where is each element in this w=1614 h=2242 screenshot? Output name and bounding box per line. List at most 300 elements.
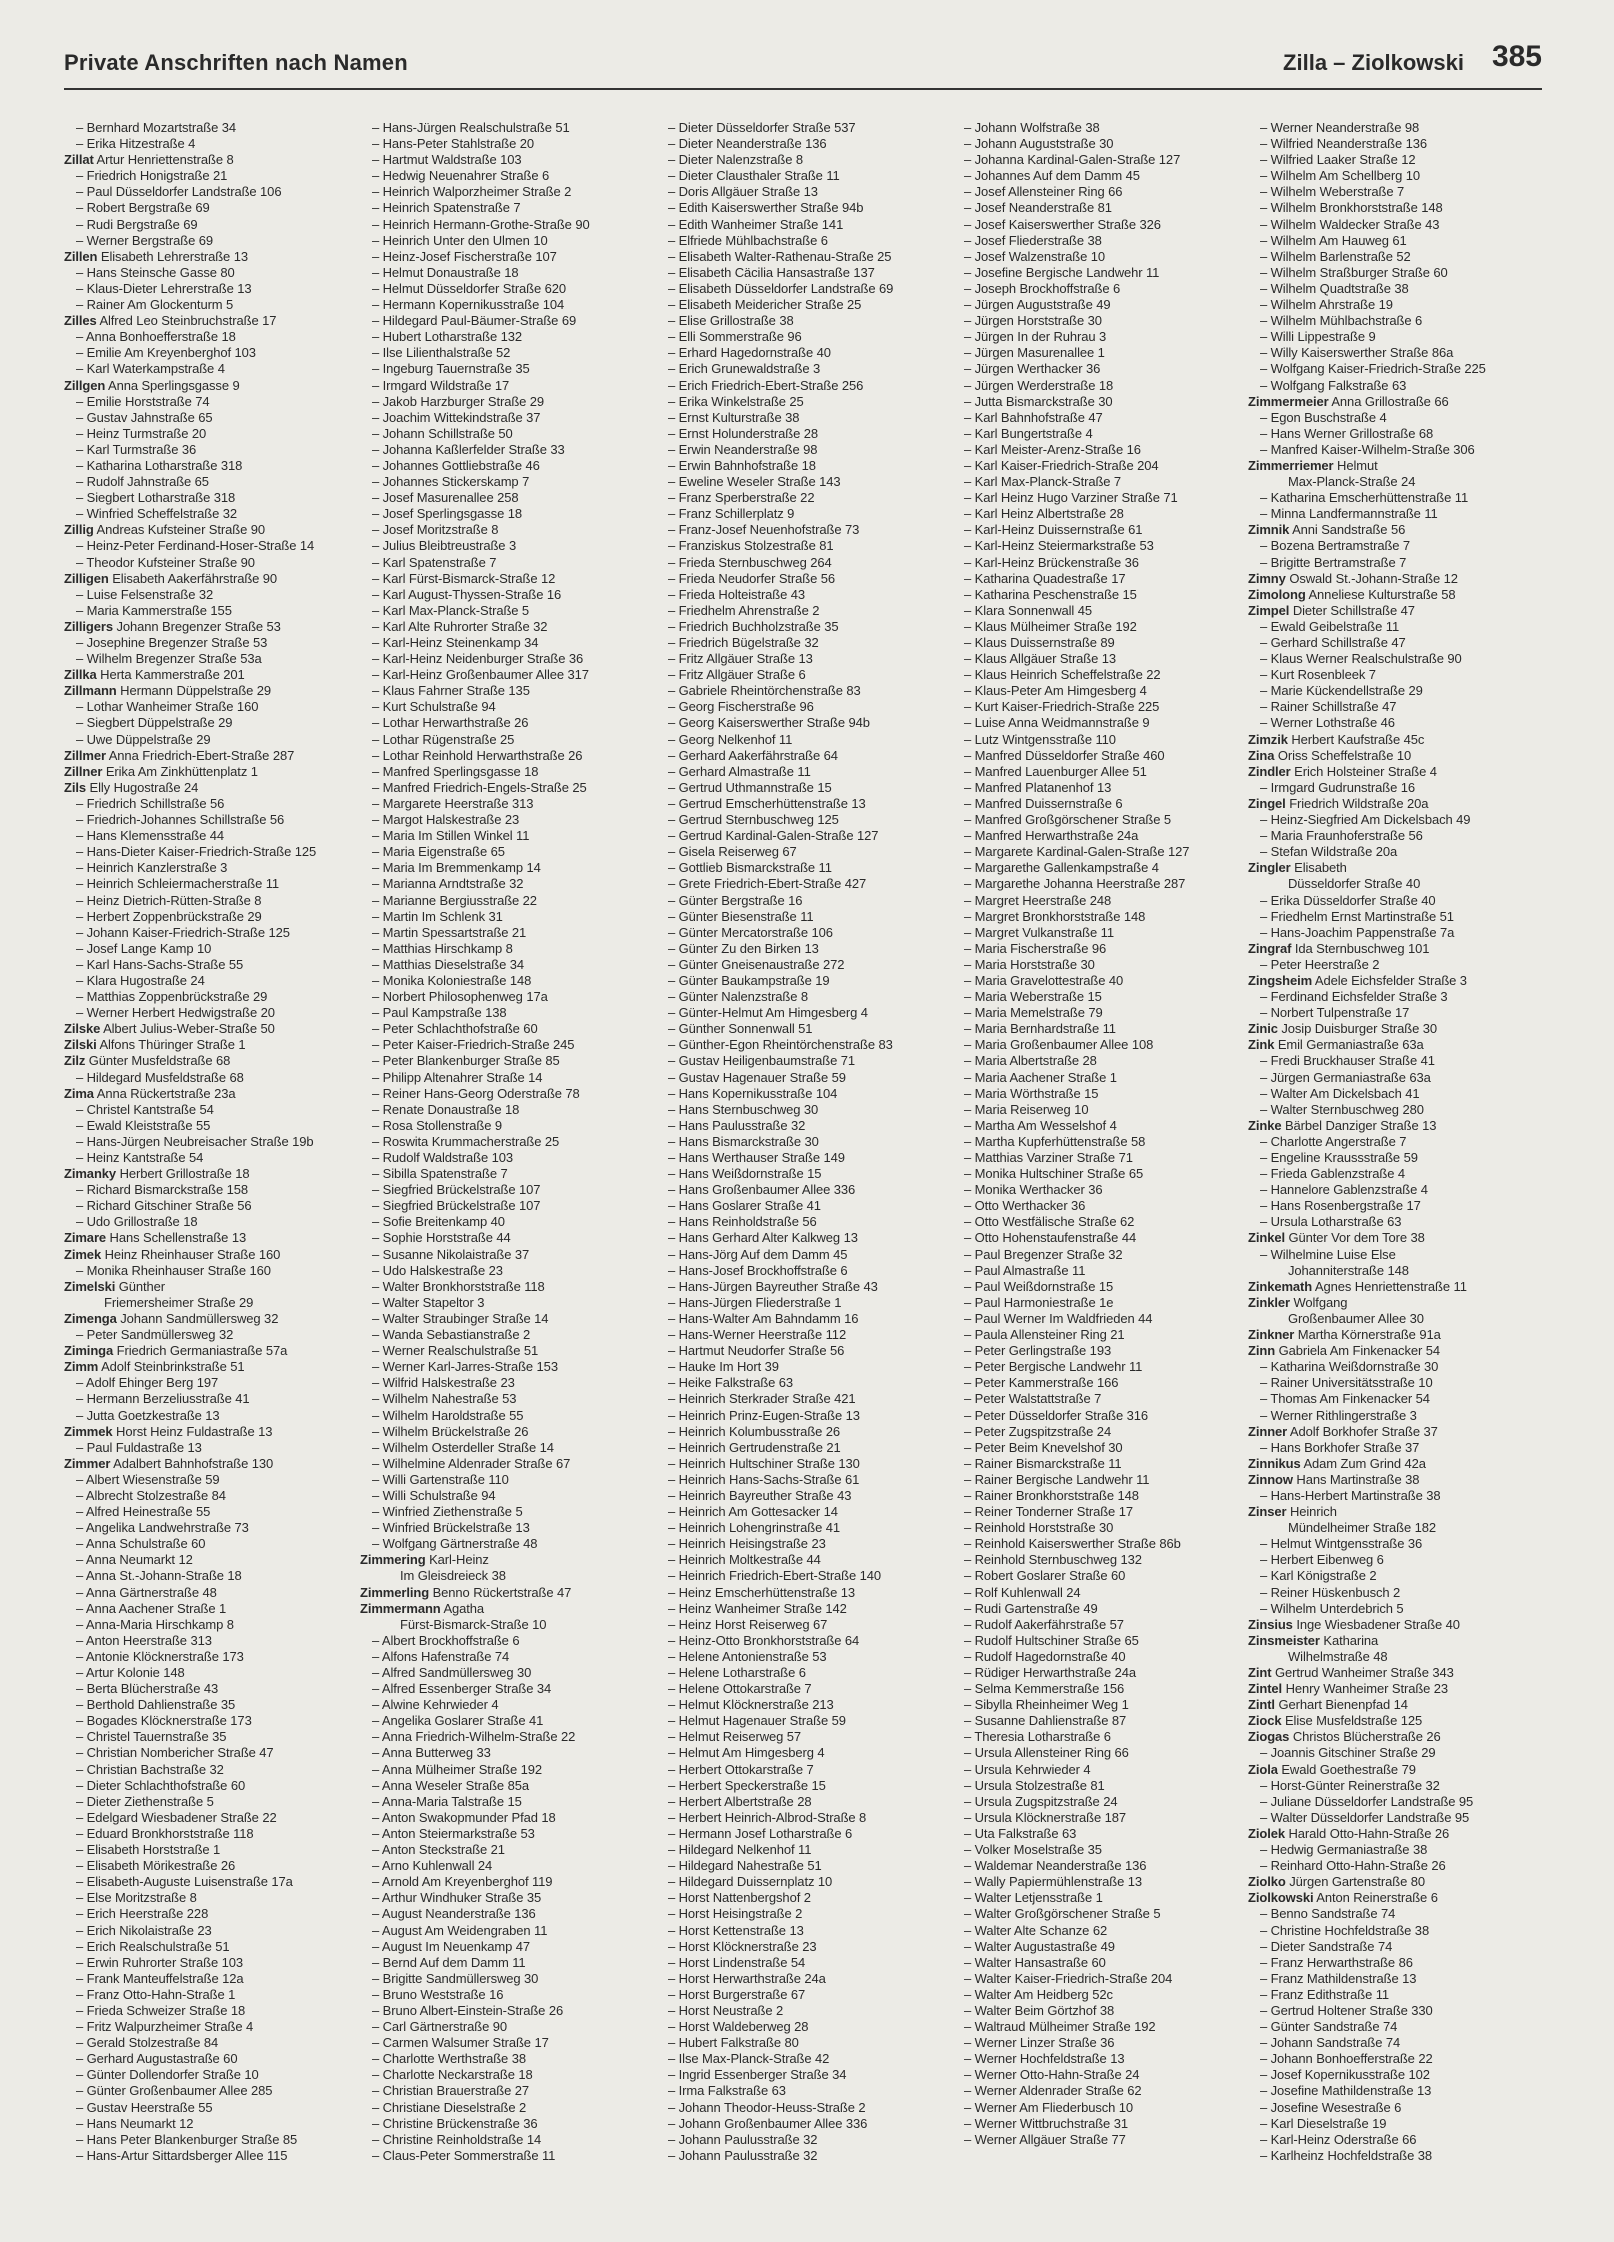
directory-entry — [952, 1021, 1248, 1037]
entry-text: – Gertrud Kardinal-Galen-Straße 127 — [668, 828, 879, 844]
entry-text: – Gerhard Aakerfährstraße 64 — [668, 747, 838, 763]
directory-entry — [64, 1713, 360, 1729]
directory-entry — [656, 780, 952, 796]
directory-entry — [1248, 1794, 1544, 1810]
entry-text: – Maria Fischerstraße 96 — [964, 940, 1107, 956]
directory-entry — [1248, 538, 1544, 554]
directory-entry — [656, 989, 952, 1005]
surname: Zingraf — [1248, 940, 1292, 956]
entry-text: Ewald Goethestraße 79 — [1281, 1761, 1416, 1777]
entry-text: Günter Vor dem Tore 38 — [1288, 1230, 1425, 1246]
entry-text: – Karl Alte Ruhrorter Straße 32 — [372, 618, 548, 634]
entry-text: – Jürgen In der Ruhrau 3 — [964, 329, 1107, 345]
directory-entry — [1248, 667, 1544, 683]
entry-text: – Christine Reinholdstraße 14 — [372, 2131, 542, 2147]
directory-entry — [1248, 1874, 1544, 1890]
directory-entry — [656, 200, 952, 216]
surname: Zillgen — [64, 377, 106, 393]
directory-entry — [952, 667, 1248, 683]
entry-text: – Friedrich Schillstraße 56 — [76, 795, 225, 811]
directory-entry — [64, 1037, 360, 1053]
directory-entry — [64, 1923, 360, 1939]
directory-entry — [952, 1070, 1248, 1086]
surname: Zillka — [64, 667, 97, 683]
entry-text: – Karl Turmstraße 36 — [76, 441, 197, 457]
entry-text: – Georg Fischerstraße 96 — [668, 699, 814, 715]
entry-text: – Karl Bungertstraße 4 — [964, 425, 1093, 441]
entry-text: – Wilhelm Unterdebrich 5 — [1260, 1600, 1404, 1616]
entry-text: – Sibilla Spatenstraße 7 — [372, 1166, 508, 1182]
directory-entry — [1248, 1247, 1544, 1263]
surname: Zimmerriemer — [1248, 457, 1334, 473]
directory-entry — [952, 2019, 1248, 2035]
directory-entry — [360, 233, 656, 249]
directory-entry — [656, 828, 952, 844]
directory-entry — [64, 1601, 360, 1617]
entry-text: – Erika Düsseldorfer Straße 40 — [1260, 892, 1436, 908]
entry-text: – Werner Allgäuer Straße 77 — [964, 2131, 1126, 2147]
directory-entry — [1248, 1826, 1544, 1842]
entry-text: – Elisabeth Düsseldorfer Landstraße 69 — [668, 280, 894, 296]
directory-entry — [64, 2051, 360, 2067]
entry-text: – Anton Swakopmunder Pfad 18 — [372, 1809, 556, 1825]
entry-text: – Frieda Neudorfer Straße 56 — [668, 570, 836, 586]
entry-text: – Helmut Wintgensstraße 36 — [1260, 1536, 1423, 1552]
entry-text: – Heinrich Moltkestraße 44 — [668, 1552, 821, 1568]
directory-entry — [64, 1955, 360, 1971]
directory-entry — [64, 313, 360, 329]
directory-entry — [360, 748, 656, 764]
entry-text: – Siegfried Brückelstraße 107 — [372, 1182, 541, 1198]
directory-entry — [360, 1456, 656, 1472]
directory-entry — [64, 1826, 360, 1842]
directory-entry — [64, 2116, 360, 2132]
directory-entry — [952, 941, 1248, 957]
entry-text: – Willi Schulstraße 94 — [372, 1487, 496, 1503]
directory-entry — [656, 2148, 952, 2164]
surname: Zilligers — [64, 618, 113, 634]
directory-entry — [360, 2148, 656, 2164]
entry-text: – Wilhelm Am Hauweg 61 — [1260, 232, 1407, 248]
directory-entry — [656, 442, 952, 458]
entry-text: – Katharina Quadestraße 17 — [964, 570, 1126, 586]
directory-entry — [360, 200, 656, 216]
directory-entry — [64, 651, 360, 667]
entry-text: – Rudolf Hagedornstraße 40 — [964, 1648, 1126, 1664]
directory-entry — [952, 925, 1248, 941]
entry-text: – Karl-Heinz Oderstraße 66 — [1260, 2131, 1417, 2147]
entry-text: – Margret Bronkhorststraße 148 — [964, 908, 1146, 924]
entry-text: – Alwine Kehrwieder 4 — [372, 1697, 499, 1713]
directory-entry — [64, 1488, 360, 1504]
directory-entry — [952, 1568, 1248, 1584]
entry-text: Herbert Grillostraße 18 — [119, 1166, 250, 1182]
directory-entry — [360, 2019, 656, 2035]
entry-text: – Rudolf Waldstraße 103 — [372, 1150, 514, 1165]
directory-entry — [1248, 1713, 1544, 1729]
entry-text: – Hubert Falkstraße 80 — [668, 2035, 799, 2051]
name-range: Zilla – Ziolkowski — [1283, 50, 1464, 75]
directory-entry — [952, 1408, 1248, 1424]
entry-text: – Norbert Tulpenstraße 17 — [1260, 1005, 1410, 1021]
directory-entry — [952, 1118, 1248, 1134]
directory-entry — [1248, 506, 1544, 522]
entry-text: – Wilhelmine Luise Else — [1260, 1246, 1396, 1262]
directory-entry — [656, 1987, 952, 2003]
entry-text: – Christian Bachstraße 32 — [76, 1761, 224, 1777]
entry-text: Anni Sandstraße 56 — [1292, 522, 1406, 538]
entry-text: Elisabeth Aakerfährstraße 90 — [112, 570, 278, 586]
entry-text: – Franz Sperberstraße 22 — [668, 490, 815, 506]
directory-entry — [656, 1440, 952, 1456]
directory-entry — [656, 715, 952, 731]
entry-text: – Hans Paulusstraße 32 — [668, 1117, 806, 1133]
entry-text: – Walter Letjensstraße 1 — [964, 1890, 1103, 1906]
surname: Zimmermann — [360, 1600, 441, 1616]
directory-entry — [64, 973, 360, 989]
directory-entry — [656, 1263, 952, 1279]
entry-text: Helmut — [1337, 457, 1378, 473]
directory-entry — [64, 893, 360, 909]
entry-text: – Heinrich Hans-Sachs-Straße 61 — [668, 1471, 860, 1487]
entry-text: Karl-Heinz — [429, 1552, 489, 1568]
entry-text: – Josef Walzenstraße 10 — [964, 248, 1106, 264]
directory-entry — [1248, 941, 1544, 957]
entry-text: – Klaus Heinrich Scheffelstraße 22 — [964, 667, 1161, 683]
directory-entry — [360, 1198, 656, 1214]
entry-text: – Reiner Hüskenbusch 2 — [1260, 1584, 1401, 1600]
directory-entry — [360, 860, 656, 876]
entry-text: – Heinz Emscherhüttenstraße 13 — [668, 1584, 856, 1600]
directory-entry — [656, 1456, 952, 1472]
entry-text: – Charlotte Neckarstraße 18 — [372, 2067, 533, 2083]
entry-text: – Anna Butterweg 33 — [372, 1745, 491, 1761]
entry-text: – Benno Sandstraße 74 — [1260, 1906, 1396, 1922]
directory-entry — [64, 860, 360, 876]
directory-entry — [1248, 1214, 1544, 1230]
directory-entry — [952, 1842, 1248, 1858]
entry-text: – Horst Waldeberweg 28 — [668, 2019, 809, 2035]
directory-entry — [1248, 1375, 1544, 1391]
entry-text: – Werner Linzer Straße 36 — [964, 2035, 1115, 2051]
entry-text: – Werner Wittbruchstraße 31 — [964, 2115, 1128, 2131]
entry-text: – Walter Sternbuschweg 280 — [1260, 1101, 1424, 1117]
entry-text: – Werner Am Fliederbusch 10 — [964, 2099, 1134, 2115]
directory-entry — [360, 506, 656, 522]
directory-entry — [1248, 828, 1544, 844]
entry-text: – Heinz Horst Reiserweg 67 — [668, 1616, 828, 1632]
directory-entry — [1248, 313, 1544, 329]
directory-entry — [952, 828, 1248, 844]
entry-text: – Irmgard Wildstraße 17 — [372, 377, 510, 393]
directory-entry — [64, 1762, 360, 1778]
surname: Zinner — [1248, 1423, 1288, 1439]
directory-entry — [360, 780, 656, 796]
entry-text: – Franz Edithstraße 11 — [1260, 1986, 1390, 2002]
directory-entry — [1248, 1971, 1544, 1987]
directory-entry — [656, 764, 952, 780]
directory-entry — [1248, 683, 1544, 699]
entry-text: – Albrecht Stolzestraße 84 — [76, 1487, 226, 1503]
directory-entry — [360, 1327, 656, 1343]
entry-text: – Marianna Arndtstraße 32 — [372, 876, 524, 892]
directory-entry — [656, 571, 952, 587]
entry-text: – Heinz Wanheimer Straße 142 — [668, 1600, 847, 1616]
directory-entry — [952, 603, 1248, 619]
entry-text: – Siegbert Düppelstraße 29 — [76, 715, 233, 731]
entry-text: Anneliese Kulturstraße 58 — [1308, 586, 1456, 602]
entry-text: – Karl Bahnhofstraße 47 — [964, 409, 1103, 425]
entry-text: – Else Moritzstraße 8 — [76, 1890, 197, 1906]
entry-text: – Walter Am Dickelsbach 41 — [1260, 1085, 1420, 1101]
directory-entry — [952, 1987, 1248, 2003]
entry-text: – Friedrich Buchholzstraße 35 — [668, 618, 839, 634]
entry-text: – Rainer Bronkhorststraße 148 — [964, 1487, 1139, 1503]
directory-entry — [952, 1359, 1248, 1375]
entry-text: – Erhard Hagedornstraße 40 — [668, 345, 831, 361]
entry-text: – Rainer Schillstraße 47 — [1260, 699, 1397, 715]
entry-text: – Paul Kampstraße 138 — [372, 1005, 507, 1021]
directory-entry — [360, 1391, 656, 1407]
entry-text: – Werner Bergstraße 69 — [76, 232, 214, 248]
directory-entry — [360, 345, 656, 361]
directory-entry — [656, 1665, 952, 1681]
entry-text: – Lutz Wintgensstraße 110 — [964, 731, 1116, 747]
entry-text: – Frieda Gablenzstraße 4 — [1260, 1166, 1406, 1182]
directory-entry — [64, 1939, 360, 1955]
directory-entry — [656, 796, 952, 812]
entry-text: – Reinhold Sternbuschweg 132 — [964, 1552, 1142, 1568]
entry-text: – Herbert Heinrich-Albrod-Straße 8 — [668, 1809, 867, 1825]
directory-entry — [656, 1568, 952, 1584]
directory-entry — [952, 1488, 1248, 1504]
directory-entry — [1248, 329, 1544, 345]
directory-entry — [64, 2035, 360, 2051]
directory-entry — [64, 828, 360, 844]
entry-text: – Walter Großgörschener Straße 5 — [964, 1906, 1161, 1922]
directory-entry — [1248, 1230, 1544, 1246]
directory-entry — [64, 1456, 360, 1472]
directory-entry — [656, 1230, 952, 1246]
directory-entry — [1248, 989, 1544, 1005]
entry-text: – Maria Reiserweg 10 — [964, 1101, 1089, 1117]
entry-text: – Josephine Bregenzer Straße 53 — [76, 635, 268, 650]
directory-entry — [360, 683, 656, 699]
directory-entry — [64, 168, 360, 184]
entry-text: – Josef Kopernikusstraße 102 — [1260, 2067, 1430, 2083]
entry-text: – Bozena Bertramstraße 7 — [1260, 538, 1411, 554]
directory-entry — [360, 732, 656, 748]
directory-entry — [360, 2051, 656, 2067]
entry-text: – Maria Fraunhoferstraße 56 — [1260, 828, 1423, 844]
entry-text: – Hans-Joachim Pappenstraße 7a — [1260, 924, 1455, 940]
directory-entry — [656, 394, 952, 410]
entry-text: Elisabeth — [1294, 860, 1347, 876]
directory-entry — [656, 249, 952, 265]
directory-entry — [64, 1778, 360, 1794]
directory-entry — [656, 619, 952, 635]
surname: Zink — [1248, 1037, 1275, 1053]
directory-entry — [360, 120, 656, 136]
directory-entry — [1248, 378, 1544, 394]
entry-text: – Wilfried Laaker Straße 12 — [1260, 152, 1416, 168]
entry-text: – Wilhelm Mühlbachstraße 6 — [1260, 313, 1423, 329]
surname: Zinn — [1248, 1343, 1276, 1359]
directory-entry — [1248, 555, 1544, 571]
entry-text: – Jürgen Masurenallee 1 — [964, 345, 1105, 361]
surname: Zilligen — [64, 570, 109, 586]
entry-text: – Udo Halskestraße 23 — [372, 1262, 503, 1278]
entry-text: – Gisela Reiserweg 67 — [668, 844, 797, 860]
entry-text: – Sofie Breitenkamp 40 — [372, 1214, 505, 1230]
entry-text: – Helmut Am Himgesberg 4 — [668, 1745, 825, 1761]
surname: Zinnikus — [1248, 1455, 1301, 1471]
directory-entry — [360, 1665, 656, 1681]
entry-text: – Waldemar Neanderstraße 136 — [964, 1858, 1147, 1874]
directory-entry — [1248, 168, 1544, 184]
directory-entry — [360, 619, 656, 635]
entry-text: – Kurt Schulstraße 94 — [372, 699, 496, 715]
entry-text: – Hermann Josef Lotharstraße 6 — [668, 1825, 853, 1841]
entry-text: – Heinrich Kolumbusstraße 26 — [668, 1423, 841, 1439]
directory-entry — [952, 1617, 1248, 1633]
directory-entry — [656, 2132, 952, 2148]
surname: Zinkel — [1248, 1230, 1285, 1246]
directory-entry — [64, 233, 360, 249]
directory-entry — [360, 635, 656, 651]
directory-entry — [656, 1327, 952, 1343]
entry-text: – Eduard Bronkhorststraße 118 — [76, 1825, 254, 1841]
directory-entry — [952, 361, 1248, 377]
entry-text: – Heinz Turmstraße 20 — [76, 425, 207, 441]
directory-entry — [656, 458, 952, 474]
entry-text: – Claus-Peter Sommerstraße 11 — [372, 2147, 556, 2163]
directory-entry — [360, 378, 656, 394]
entry-text: – Elisabeth Horststraße 1 — [76, 1842, 221, 1858]
entry-text: – Gottlieb Bismarckstraße 11 — [668, 860, 832, 876]
entry-text: – Hans Peter Blankenburger Straße 85 — [76, 2131, 298, 2147]
entry-text: – Fritz Allgäuer Straße 6 — [668, 667, 806, 683]
directory-entry — [1248, 1198, 1544, 1214]
entry-text: – Norbert Philosophenweg 17a — [372, 989, 548, 1005]
entry-text: – Klaus Fahrner Straße 135 — [372, 683, 530, 699]
directory-entry — [360, 1279, 656, 1295]
directory-entry — [952, 1923, 1248, 1939]
entry-text: – Elfriede Mühlbachstraße 6 — [668, 232, 828, 248]
entry-text: – Elli Sommerstraße 96 — [668, 329, 802, 345]
entry-text: – Herbert Eibenweg 6 — [1260, 1552, 1384, 1568]
entry-text: Benno Rückertstraße 47 — [432, 1584, 572, 1600]
directory-entry — [1248, 2019, 1544, 2035]
directory-entry — [952, 1311, 1248, 1327]
directory-entry — [1248, 120, 1544, 136]
entry-text: – Hildegard Paul-Bäumer-Straße 69 — [372, 313, 577, 329]
directory-entry — [360, 812, 656, 828]
entry-text: – Rainer Universitätsstraße 10 — [1260, 1375, 1433, 1391]
directory-entry — [1248, 1536, 1544, 1552]
surname: Zinser — [1248, 1504, 1287, 1520]
directory-entry — [64, 1585, 360, 1601]
surname: Ziock — [1248, 1713, 1282, 1729]
column-5 — [1248, 120, 1544, 2180]
entry-text: – Anna Friedrich-Wilhelm-Straße 22 — [372, 1729, 576, 1745]
entry-text: – Günter Biesenstraße 11 — [668, 908, 814, 924]
directory-entry — [1248, 1681, 1544, 1697]
entry-text: Wilhelmstraße 48 — [1288, 1648, 1388, 1664]
entry-text: – Helmut Klöcknerstraße 213 — [668, 1697, 834, 1713]
entry-text: – Paul Bregenzer Straße 32 — [964, 1246, 1123, 1262]
entry-text: – Eweline Weseler Straße 143 — [668, 474, 841, 490]
entry-text: – Werner Lothstraße 46 — [1260, 715, 1395, 731]
directory-entry — [952, 265, 1248, 281]
directory-entry — [952, 538, 1248, 554]
directory-entry — [952, 2003, 1248, 2019]
entry-text: – Christine Brückenstraße 36 — [372, 2115, 538, 2131]
directory-entry — [64, 1391, 360, 1407]
entry-text: – Winfried Ziethenstraße 5 — [372, 1504, 523, 1520]
entry-text: – Hans Neumarkt 12 — [76, 2115, 194, 2131]
entry-text: – Helmut Donaustraße 18 — [372, 264, 519, 280]
entry-text: – Wilfrid Halskestraße 23 — [372, 1375, 515, 1391]
directory-entry — [1248, 1923, 1544, 1939]
directory-entry — [64, 522, 360, 538]
entry-text: – Erich Grunewaldstraße 3 — [668, 361, 821, 377]
entry-text: – Hans Klemensstraße 44 — [76, 828, 224, 844]
entry-text: – Wilhelm Haroldstraße 55 — [372, 1407, 524, 1423]
column-4 — [952, 120, 1248, 2180]
directory-entry — [64, 265, 360, 281]
entry-text: – Hans Großenbaumer Allee 336 — [668, 1182, 856, 1198]
directory-entry — [64, 1102, 360, 1118]
directory-entry — [952, 1247, 1248, 1263]
entry-text: Düsseldorfer Straße 40 — [1288, 876, 1421, 892]
entry-text: Hans Martinstraße 38 — [1296, 1471, 1420, 1487]
directory-entry — [952, 1279, 1248, 1295]
entry-text: – Wilfried Neanderstraße 136 — [1260, 136, 1428, 152]
entry-text: – Jürgen Werderstraße 18 — [964, 377, 1114, 393]
entry-text: – Heinrich Spatenstraße 7 — [372, 200, 521, 216]
directory-entry — [656, 1375, 952, 1391]
entry-text: – Hans Reinholdstraße 56 — [668, 1214, 817, 1230]
directory-entry — [64, 1375, 360, 1391]
directory-entry — [952, 120, 1248, 136]
entry-text: – Peter Kaiser-Friedrich-Straße 245 — [372, 1037, 575, 1053]
entry-text: – Karl-Heinz Brückenstraße 36 — [964, 554, 1139, 570]
directory-entry — [64, 1729, 360, 1745]
entry-text: – Johann Paulusstraße 32 — [668, 2131, 818, 2147]
entry-text: – Elise Grillostraße 38 — [668, 313, 794, 329]
entry-text: – Wilhelm Weberstraße 7 — [1260, 184, 1405, 200]
entry-text: Adele Eichsfelder Straße 3 — [1314, 972, 1467, 988]
directory-entry — [360, 844, 656, 860]
directory-entry — [1248, 2051, 1544, 2067]
directory-entry — [952, 2067, 1248, 2083]
directory-entry — [360, 426, 656, 442]
surname: Zinsius — [1248, 1616, 1293, 1632]
entry-text: – Johann Bonhoefferstraße 22 — [1260, 2051, 1433, 2067]
directory-entry — [360, 1021, 656, 1037]
directory-entry — [1248, 1166, 1544, 1182]
directory-entry — [360, 281, 656, 297]
entry-text: – Walter Düsseldorfer Landstraße 95 — [1260, 1809, 1470, 1825]
surname: Zils — [64, 779, 86, 795]
entry-text: – Jutta Goetzkestraße 13 — [76, 1407, 220, 1423]
entry-text: – Karl August-Thyssen-Straße 16 — [372, 586, 562, 602]
directory-entry — [360, 1118, 656, 1134]
entry-text: – Klaus-Dieter Lehrerstraße 13 — [76, 280, 252, 296]
directory-entry — [656, 1070, 952, 1086]
directory-entry — [64, 426, 360, 442]
